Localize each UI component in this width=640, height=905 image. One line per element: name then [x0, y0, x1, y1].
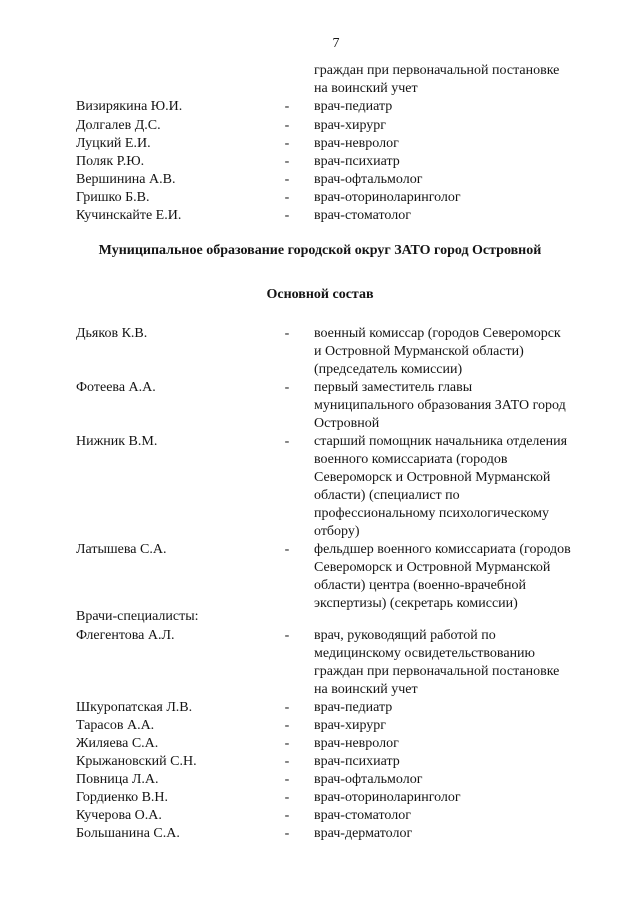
dash: -	[284, 736, 290, 751]
member-row	[0, 189, 640, 207]
member-name: Жиляева С.А.	[76, 736, 159, 751]
role-line: военного комиссариата (городов	[314, 452, 508, 467]
member-role: врач-стоматолог	[314, 208, 411, 223]
member-role: врач-дерматолог	[314, 826, 413, 841]
member-name: Луцкий Е.И.	[76, 136, 151, 151]
role-line: Североморск и Островной Мурманской	[314, 470, 551, 485]
role-line: отбору)	[314, 524, 360, 539]
member-row	[0, 541, 640, 611]
member-row	[0, 207, 640, 225]
dash: -	[284, 190, 290, 205]
role-line: области) центра (военно-врачебной	[314, 578, 526, 593]
role-line: (председатель комиссии)	[314, 362, 463, 377]
member-row	[0, 825, 640, 843]
member-row	[0, 699, 640, 717]
member-name: Долгалев Д.С.	[76, 118, 161, 133]
carry-over-entry	[0, 62, 640, 96]
role-line: и Островной Мурманской области)	[314, 344, 524, 359]
role-line: старший помощник начальника отделения	[314, 434, 568, 449]
member-row	[0, 753, 640, 771]
role-line: Североморск и Островной Мурманской	[314, 560, 551, 575]
member-name: Шкуропатская Л.В.	[76, 700, 193, 715]
dash: -	[284, 99, 290, 114]
member-row	[0, 379, 640, 431]
dash: -	[284, 172, 290, 187]
member-name: Гордиенко В.Н.	[76, 790, 169, 805]
member-name: Тарасов А.А.	[76, 718, 155, 733]
role-line: граждан при первоначальной постановке	[314, 664, 560, 679]
member-role: врач-офтальмолог	[314, 772, 423, 787]
member-name: Фотеева А.А.	[76, 380, 156, 395]
member-role	[314, 541, 614, 613]
dash: -	[284, 772, 290, 787]
subsection-title: Основной состав	[266, 287, 374, 302]
member-name: Нижник В.М.	[76, 434, 158, 449]
dash: -	[284, 718, 290, 733]
member-row	[0, 627, 640, 697]
dash: -	[284, 326, 290, 341]
dash: -	[284, 808, 290, 823]
member-row	[0, 789, 640, 807]
role-line: медицинскому освидетельствованию	[314, 646, 536, 661]
member-role: врач-офтальмолог	[314, 172, 423, 187]
member-row	[0, 117, 640, 135]
member-name: Большанина С.А.	[76, 826, 180, 841]
dash: -	[284, 136, 290, 151]
dash: -	[284, 542, 290, 557]
member-role: врач-педиатр	[314, 99, 393, 114]
member-role: врач-хирург	[314, 718, 387, 733]
role-line: на воинский учет	[314, 682, 418, 697]
section-title: Муниципальное образование городской округ ЗАТО город Островной	[98, 243, 542, 258]
dash: -	[284, 208, 290, 223]
member-role: врач-психиатр	[314, 154, 400, 169]
member-role	[314, 379, 614, 433]
role-line: первый заместитель главы	[314, 380, 473, 395]
member-name: Гришко Б.В.	[76, 190, 150, 205]
member-role: врач-невролог	[314, 736, 399, 751]
member-name: Крыжановский С.Н.	[76, 754, 197, 769]
member-name: Кучинскайте Е.И.	[76, 208, 182, 223]
role-line: фельдшер военного комиссариата (городов	[314, 542, 571, 557]
role-line: на воинский учет	[314, 81, 418, 96]
member-row	[0, 717, 640, 735]
member-name: Визирякина Ю.И.	[76, 99, 183, 114]
member-role: врач-психиатр	[314, 754, 400, 769]
member-name: Латышева С.А.	[76, 542, 167, 557]
dash: -	[284, 434, 290, 449]
dash: -	[284, 118, 290, 133]
carry-over-role	[314, 62, 614, 98]
member-role: врач-хирург	[314, 118, 387, 133]
member-row	[0, 735, 640, 753]
dash: -	[284, 380, 290, 395]
specialists-label: Врачи-специалисты:	[76, 609, 199, 624]
member-role	[314, 433, 614, 541]
dash: -	[284, 754, 290, 769]
member-name: Поляк Р.Ю.	[76, 154, 145, 169]
member-role	[314, 627, 614, 699]
member-row	[0, 98, 640, 116]
dash: -	[284, 628, 290, 643]
member-role: врач-оториноларинголог	[314, 790, 461, 805]
member-name: Флегентова А.Л.	[76, 628, 175, 643]
member-row	[0, 433, 640, 539]
role-line: Островной	[314, 416, 380, 431]
role-line: граждан при первоначальной постановке	[314, 63, 560, 78]
member-row	[0, 807, 640, 825]
member-role: врач-педиатр	[314, 700, 393, 715]
member-name: Дьяков К.В.	[76, 326, 148, 341]
member-row	[0, 771, 640, 789]
role-line: военный комиссар (городов Североморск	[314, 326, 561, 341]
role-line: области) (специалист по	[314, 488, 460, 503]
member-role: врач-оториноларинголог	[314, 190, 461, 205]
role-line: муниципального образования ЗАТО город	[314, 398, 566, 413]
member-row	[0, 171, 640, 189]
dash: -	[284, 154, 290, 169]
member-role: врач-стоматолог	[314, 808, 411, 823]
member-name: Вершинина А.В.	[76, 172, 176, 187]
member-name: Повница Л.А.	[76, 772, 159, 787]
member-row	[0, 153, 640, 171]
member-row	[0, 325, 640, 377]
dash: -	[284, 826, 290, 841]
member-name: Кучерова О.А.	[76, 808, 162, 823]
role-line: экспертизы) (секретарь комиссии)	[314, 596, 518, 611]
dash: -	[284, 700, 290, 715]
member-role: врач-невролог	[314, 136, 399, 151]
member-role	[314, 325, 614, 379]
role-line: врач, руководящий работой по	[314, 628, 496, 643]
page-number: 7	[332, 36, 340, 51]
role-line: профессиональному психологическому	[314, 506, 550, 521]
dash: -	[284, 790, 290, 805]
member-row	[0, 135, 640, 153]
